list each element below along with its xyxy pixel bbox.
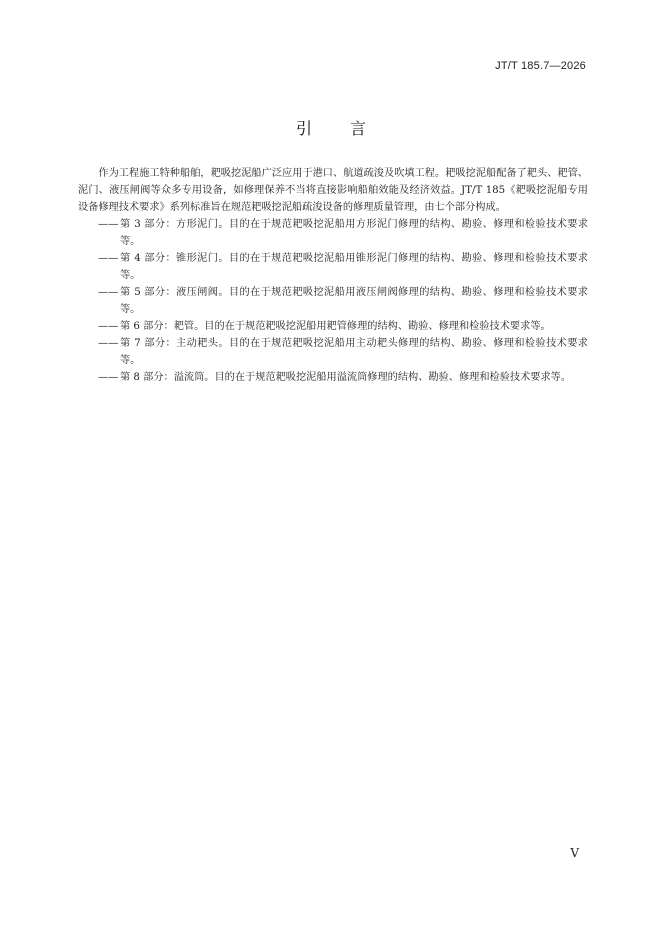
list-item-text: 第 3 部分：方形泥门。目的在于规范耙吸挖泥船用方形泥门修理的结构、勘验、修理和检验技术要求等。 (120, 219, 588, 247)
list-dash: —— (98, 219, 119, 230)
list-item-part-3 (78, 216, 588, 250)
page-title: 引言 (295, 119, 404, 138)
list-item-text: 第 7 部分：主动耙头。目的在于规范耙吸挖泥船用主动耙头修理的结构、勘验、修理和检验技术要求等。 (120, 338, 588, 366)
document-body (78, 165, 588, 386)
list-item-part-5 (78, 284, 588, 318)
list-dash: —— (98, 287, 119, 298)
list-item-part-7 (78, 335, 588, 369)
list-dash: —— (98, 321, 119, 332)
list-item-part-8 (78, 369, 588, 386)
list-item-text: 第 4 部分：锥形泥门。目的在于规范耙吸挖泥船用锥形泥门修理的结构、勘验、修理和检验技术要求等。 (120, 253, 588, 281)
page-number: V (570, 846, 579, 860)
list-item-text: 第 6 部分：耙管。目的在于规范耙吸挖泥船用耙管修理的结构、勘验、修理和检验技术要求等。 (120, 321, 551, 332)
list-item-part-4 (78, 250, 588, 284)
list-dash: —— (98, 338, 119, 349)
list-item-part-6 (78, 318, 588, 335)
document-code: JT/T 185.7—2026 (495, 60, 586, 72)
list-item-text: 第 8 部分：溢流筒。目的在于规范耙吸挖泥船用溢流筒修理的结构、勘验、修理和检验技术要求等。 (120, 372, 572, 383)
intro-paragraph: 作为工程施工特种船舶，耙吸挖泥船广泛应用于港口、航道疏浚及吹填工程。耙吸挖泥船配备了耙头、耙管、泥门、液压闸阀等众多专用设备，如修理保养不当将直接影响船舶效能及经济效益。JT/T 185《耙吸挖泥船专用设备修理技术要求》系列标准旨在规范耙吸挖泥船疏浚设备的修理质量管理，由七个部分构成。 (78, 168, 588, 213)
list-dash: —— (98, 253, 119, 264)
list-dash: —— (98, 372, 119, 383)
list-item-text: 第 5 部分：液压闸阀。目的在于规范耙吸挖泥船用液压闸阀修理的结构、勘验、修理和检验技术要求等。 (120, 287, 588, 315)
